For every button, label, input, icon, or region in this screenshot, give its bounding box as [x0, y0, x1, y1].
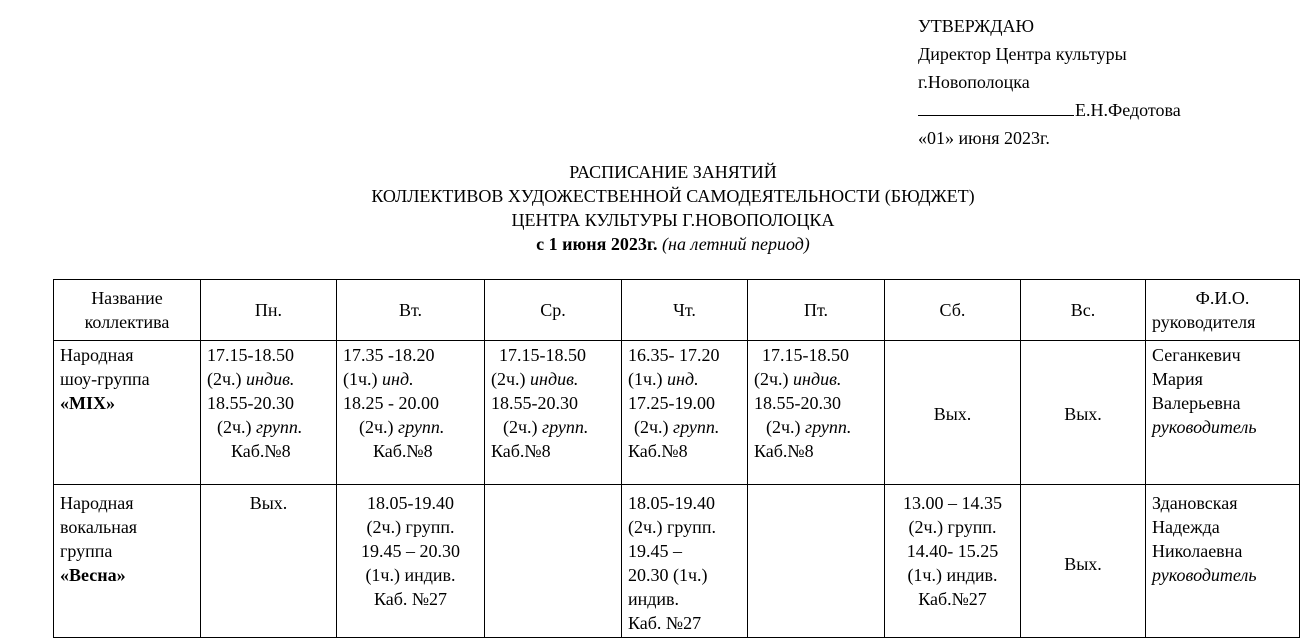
header-sun: Вс.	[1021, 280, 1146, 341]
cell-sun: Вых.	[1021, 341, 1146, 485]
signature-blank	[918, 97, 1074, 116]
header-thu: Чт.	[622, 280, 748, 341]
schedule-table	[53, 279, 1300, 638]
cell-mon: Вых.	[201, 485, 337, 638]
header-leader: Ф.И.О. руководителя	[1146, 280, 1300, 341]
cell-fri: 17.15-18.50 (2ч.) индив. 18.55-20.30 (2ч.) групп. Каб.№8	[748, 341, 885, 485]
title-line-3: ЦЕНТРА КУЛЬТУРЫ Г.НОВОПОЛОЦКА	[511, 210, 835, 230]
header-name: Название коллектива	[54, 280, 201, 341]
table-row	[54, 485, 1300, 638]
ensemble-name: Народная вокальная группа «Весна»	[54, 485, 201, 638]
title-line-1: РАСПИСАНИЕ ЗАНЯТИЙ	[569, 162, 777, 182]
cell-mon: 17.15-18.50 (2ч.) индив. 18.55-20.30 (2ч.) групп. Каб.№8	[201, 341, 337, 485]
ensemble-name: Народная шоу-группа «MIX»	[54, 341, 201, 485]
cell-tue: 18.05-19.40 (2ч.) групп. 19.45 – 20.30 (1ч.) индив. Каб. №27	[337, 485, 485, 638]
leader-name: Здановская Надежда Николаевна руководитель	[1146, 485, 1300, 638]
table-row	[54, 341, 1300, 485]
cell-sat: 13.00 – 14.35 (2ч.) групп. 14.40- 15.25 (1ч.) индив. Каб.№27	[885, 485, 1021, 638]
header-fri: Пт.	[748, 280, 885, 341]
cell-tue: 17.35 -18.20 (1ч.) инд. 18.25 - 20.00 (2ч.) групп. Каб.№8	[337, 341, 485, 485]
leader-name: Сеганкевич Мария Валерьевна руководитель	[1146, 341, 1300, 485]
title-period: (на летний период)	[662, 234, 810, 254]
approval-signature-line	[918, 96, 1181, 124]
header-row	[54, 280, 1300, 341]
cell-thu: 16.35- 17.20 (1ч.) инд. 17.25-19.00 (2ч.) групп. Каб.№8	[622, 341, 748, 485]
header-tue: Вт.	[337, 280, 485, 341]
title-line-2: КОЛЛЕКТИВОВ ХУДОЖЕСТВЕННОЙ САМОДЕЯТЕЛЬНОСТИ (БЮДЖЕТ)	[371, 186, 975, 206]
cell-sun: Вых.	[1021, 485, 1146, 638]
approval-date: «01» июня 2023г.	[918, 128, 1050, 148]
cell-wed: 17.15-18.50 (2ч.) индив. 18.55-20.30 (2ч.) групп. Каб.№8	[485, 341, 622, 485]
title-date: с 1 июня 2023г.	[536, 234, 658, 254]
approval-heading: УТВЕРЖДАЮ	[918, 16, 1035, 36]
approval-block	[918, 12, 1181, 152]
header-wed: Ср.	[485, 280, 622, 341]
cell-fri	[748, 485, 885, 638]
title-date-line	[0, 232, 1313, 256]
approval-position: Директор Центра культуры	[918, 44, 1127, 64]
document-title	[0, 160, 1313, 256]
cell-thu: 18.05-19.40 (2ч.) групп. 19.45 – 20.30 (1ч.) индив. Каб. №27	[622, 485, 748, 638]
approval-signer: Е.Н.Федотова	[1075, 100, 1181, 120]
approval-city: г.Новополоцка	[918, 72, 1030, 92]
header-mon: Пн.	[201, 280, 337, 341]
cell-sat: Вых.	[885, 341, 1021, 485]
header-sat: Сб.	[885, 280, 1021, 341]
cell-wed	[485, 485, 622, 638]
